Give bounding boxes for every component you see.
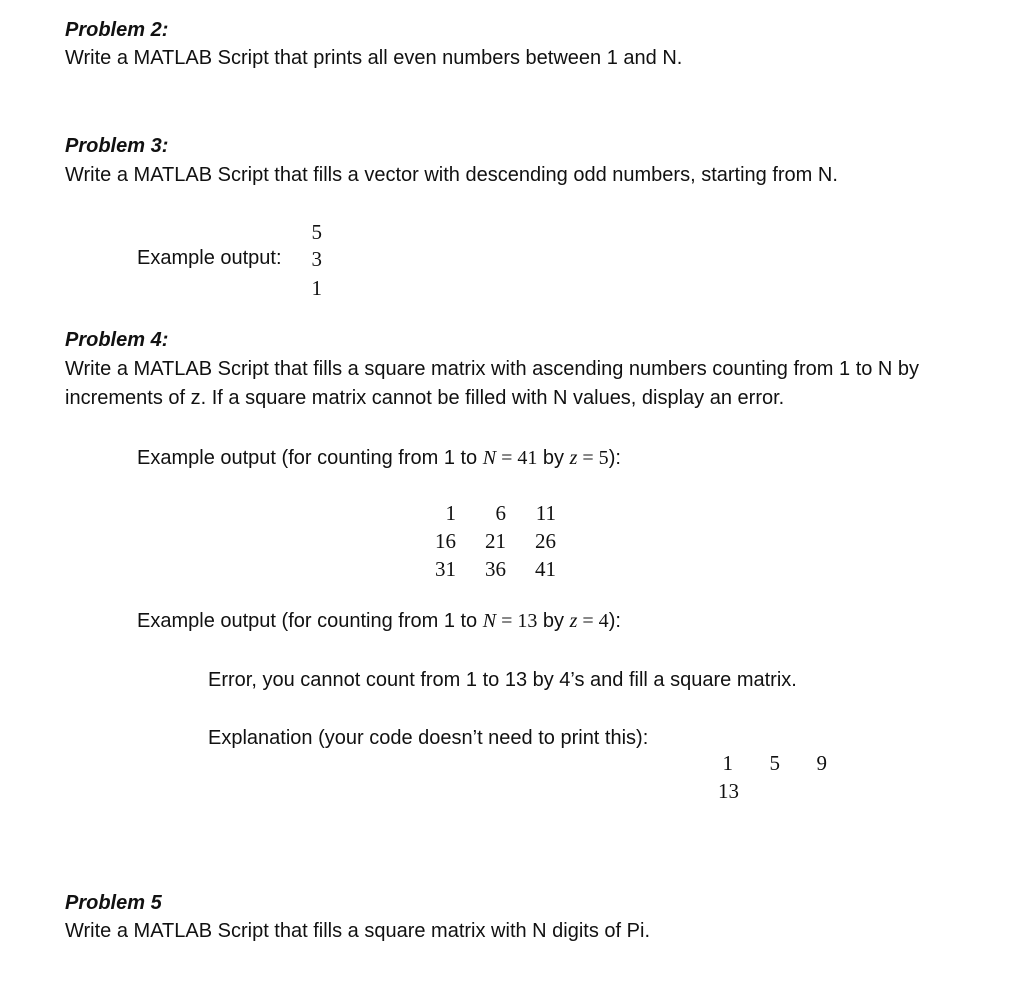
vector-value: 5 <box>311 220 322 244</box>
vector-value: 3 <box>311 247 322 271</box>
problem-4-heading: Problem 4: <box>65 329 169 351</box>
matrix-cell: 1 <box>445 501 456 525</box>
vector-value: 1 <box>311 276 322 300</box>
matrix-cell: 21 <box>485 529 506 553</box>
problem-2-heading: Problem 2: <box>65 19 169 41</box>
matrix-cell: 41 <box>535 557 556 581</box>
matrix-cell: 31 <box>435 557 456 581</box>
problem-5-heading: Problem 5 <box>65 892 162 914</box>
problem-4-text-line1: Write a MATLAB Script that fills a square matrix with ascending numbers counting from 1 to N by <box>65 358 920 380</box>
matrix-cell: 6 <box>495 501 506 525</box>
matrix-cell: 1 <box>722 751 733 775</box>
problem-3-heading: Problem 3: <box>65 135 169 157</box>
error-message: Error, you cannot count from 1 to 13 by 4’s and fill a square matrix. <box>208 669 797 691</box>
example-1-caption: Example output (for counting from 1 to N = 41 by z = 5): <box>137 447 621 469</box>
example-2-caption: Example output (for counting from 1 to N = 13 by z = 4): <box>137 610 621 632</box>
matrix-cell: 16 <box>435 529 456 553</box>
matrix-cell: 5 <box>769 751 780 775</box>
explanation-label: Explanation (your code doesn’t need to print this): <box>208 727 649 749</box>
matrix-cell: 13 <box>718 779 739 803</box>
matrix-cell: 26 <box>535 529 556 553</box>
example-output-label: Example output: <box>137 247 282 269</box>
matrix-cell: 36 <box>485 557 506 581</box>
problem-5-text: Write a MATLAB Script that fills a square matrix with N digits of Pi. <box>65 920 650 942</box>
matrix-cell: 11 <box>535 501 556 525</box>
problem-3-text: Write a MATLAB Script that fills a vector with descending odd numbers, starting from N. <box>65 164 838 186</box>
problem-4-text-line2: increments of z. If a square matrix cannot be filled with N values, display an error. <box>65 387 785 409</box>
matrix-cell: 9 <box>816 751 827 775</box>
problem-2-text: Write a MATLAB Script that prints all even numbers between 1 and N. <box>65 47 683 69</box>
